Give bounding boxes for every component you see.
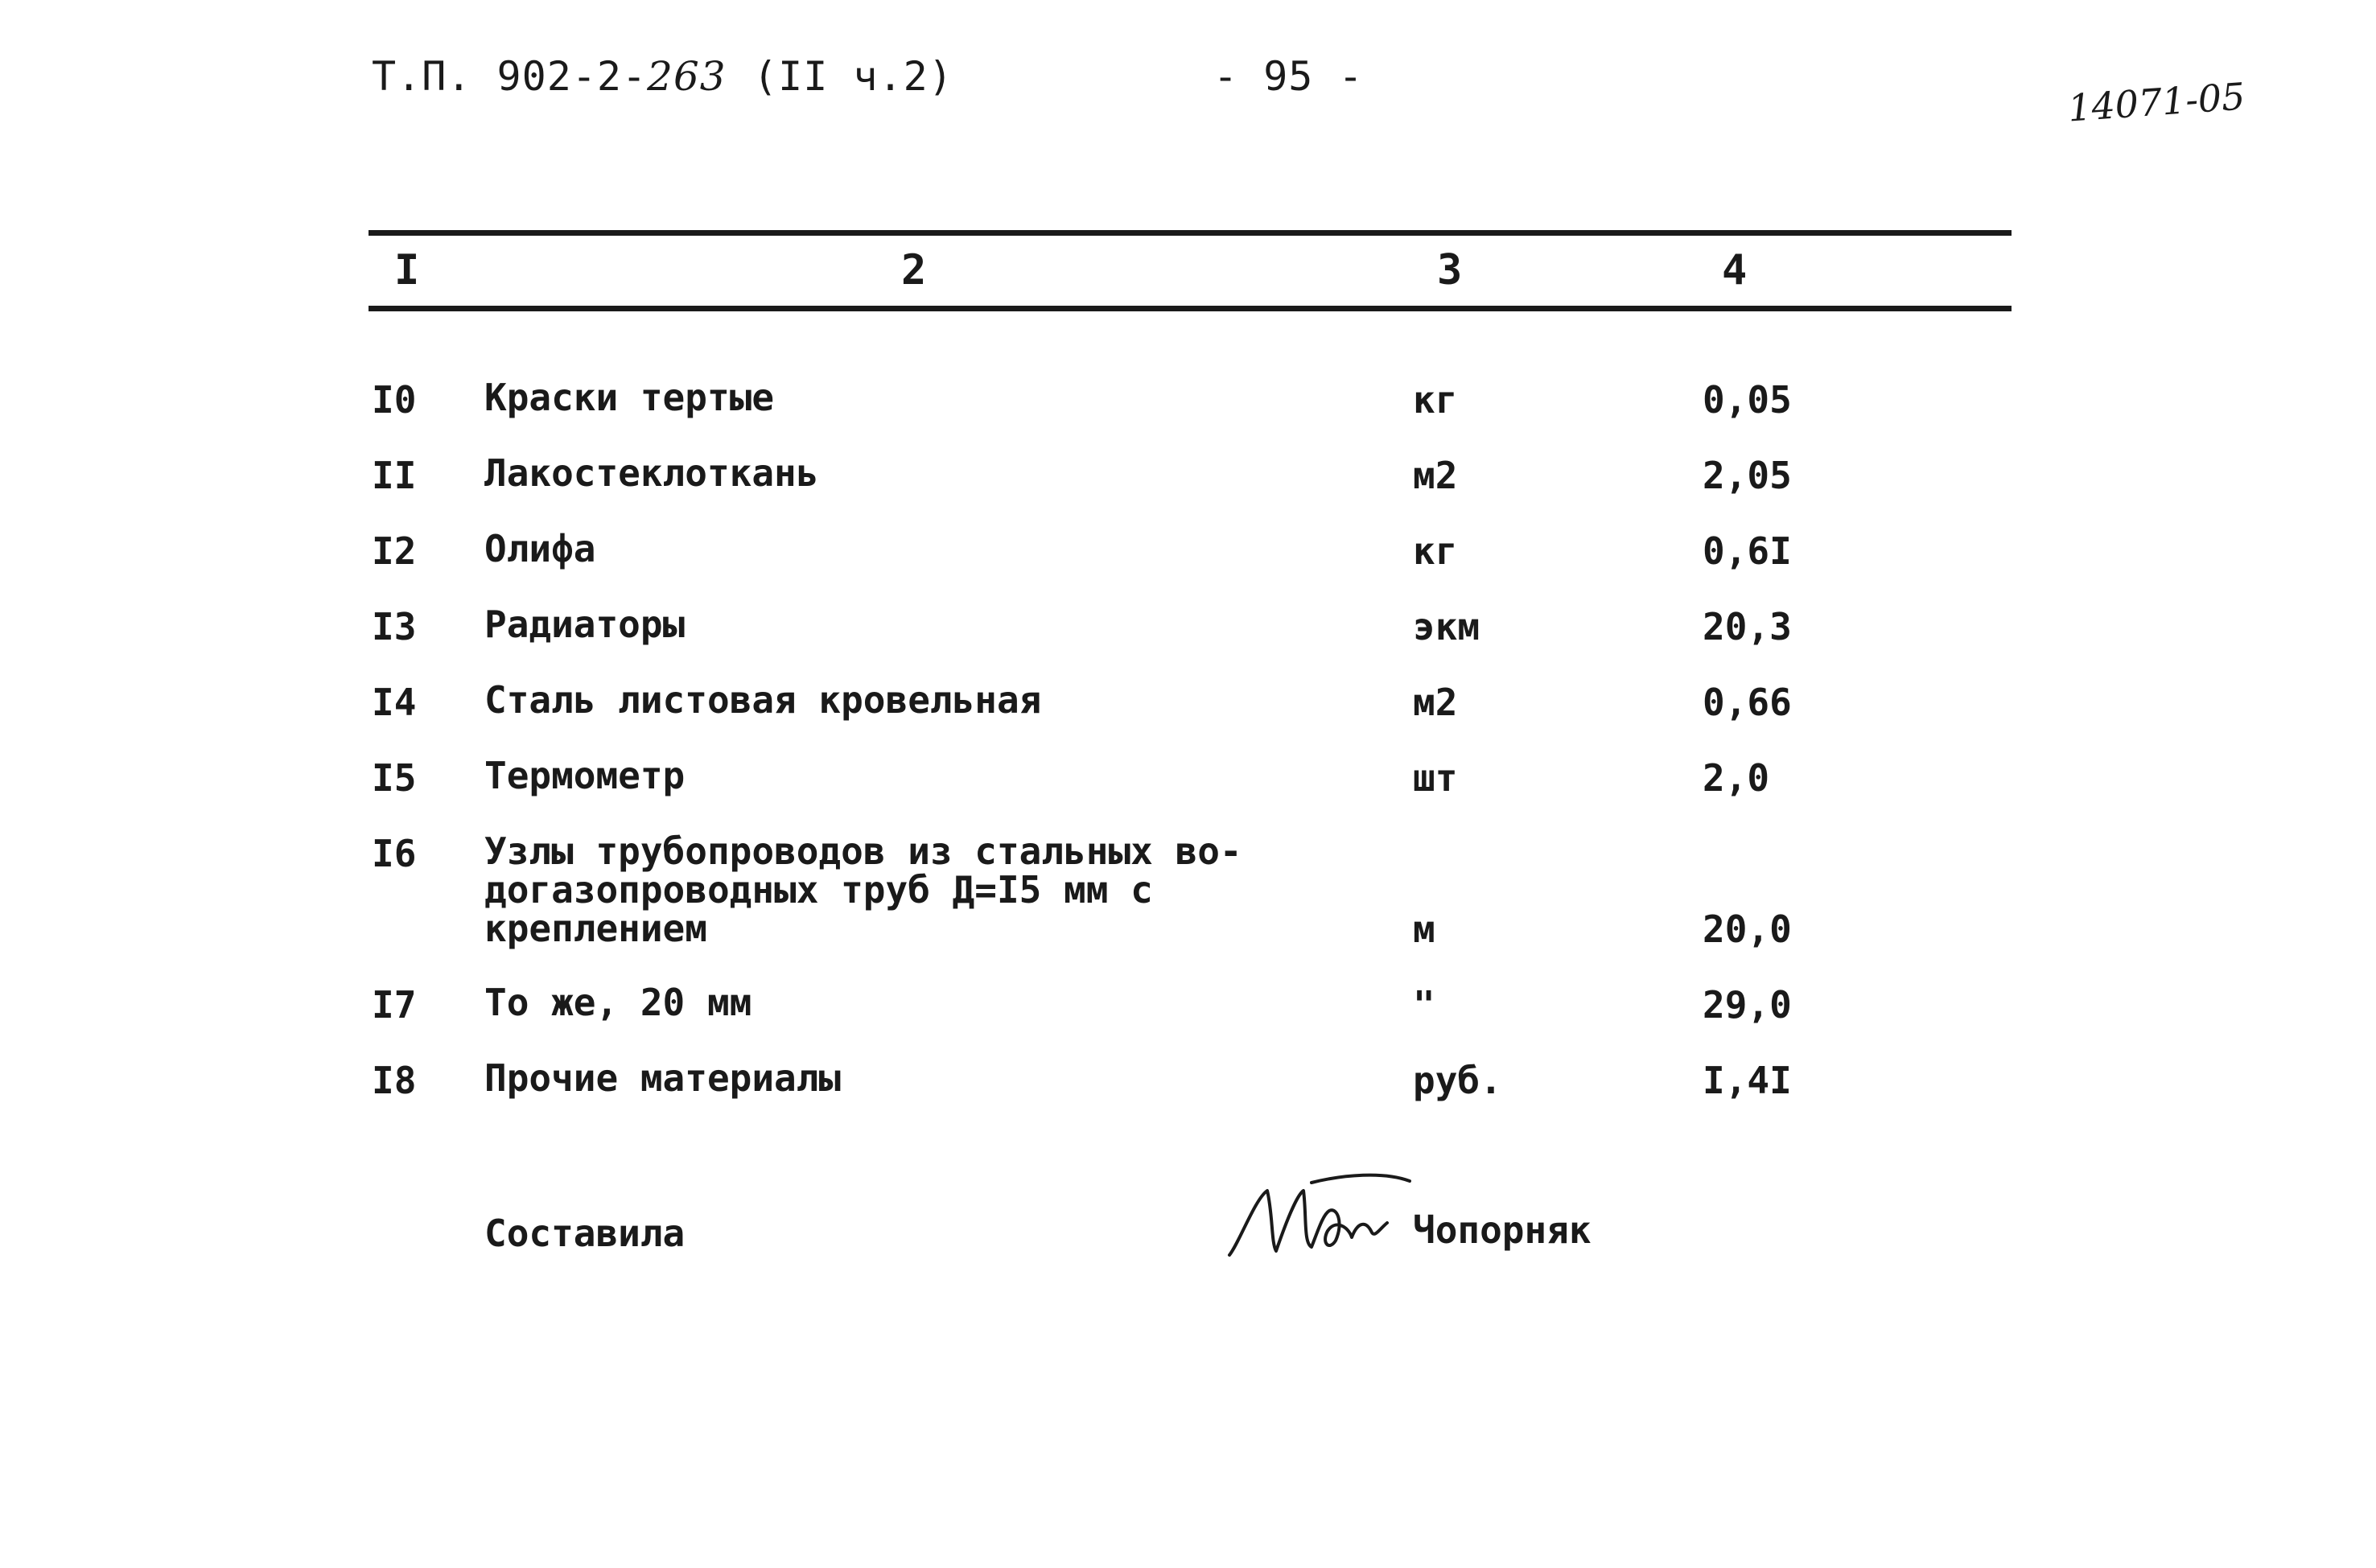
row-number: I5 <box>372 756 417 800</box>
signature <box>1223 1167 1416 1271</box>
unit: кг <box>1413 378 1458 422</box>
material-name: Олифа <box>484 527 596 570</box>
material-name-line-1: Узлы трубопроводов из стальных во- <box>484 829 1242 873</box>
column-header-4: 4 <box>1722 246 1748 294</box>
table-header-rule <box>369 306 2012 311</box>
row-number: I3 <box>372 605 417 648</box>
unit: кг <box>1413 529 1458 573</box>
quantity: 0,6I <box>1703 529 1792 573</box>
row-number: I4 <box>372 681 417 724</box>
quantity: 0,05 <box>1703 378 1792 422</box>
quantity: I,4I <box>1703 1059 1792 1102</box>
table-row <box>0 451 2376 526</box>
archive-number: 14071-05 <box>2066 74 2247 130</box>
material-name-line-2: догазопроводных труб Д=I5 мм с <box>484 868 1153 912</box>
unit: м2 <box>1413 681 1458 724</box>
row-number: II <box>372 454 417 497</box>
row-number: I8 <box>372 1059 417 1102</box>
material-name: Лакостеклоткань <box>484 451 819 495</box>
table-row <box>0 678 2376 753</box>
material-name: Сталь листовая кровельная <box>484 678 1042 722</box>
column-header-3: 3 <box>1437 246 1463 294</box>
doc-code <box>372 53 727 100</box>
quantity: 2,0 <box>1703 756 1770 800</box>
material-name: Прочие материалы <box>484 1056 842 1100</box>
quantity: 0,66 <box>1703 681 1792 724</box>
table-row <box>0 605 2376 677</box>
row-number: I0 <box>372 378 417 422</box>
table-row <box>0 756 2376 829</box>
doc-code-prefix: Т.П. 902-2- <box>372 53 648 100</box>
unit: шт <box>1413 756 1458 800</box>
column-header-2: 2 <box>901 246 927 294</box>
unit: экм <box>1413 605 1480 648</box>
quantity: 29,0 <box>1703 983 1792 1027</box>
table-row <box>0 1056 2376 1131</box>
table-top-rule <box>369 230 2012 236</box>
quantity: 20,0 <box>1703 907 1792 951</box>
row-number: I6 <box>372 832 417 875</box>
quantity: 20,3 <box>1703 605 1792 648</box>
table-row <box>0 529 2376 602</box>
compiler-name: Чопорняк <box>1413 1208 1592 1252</box>
quantity: 2,05 <box>1703 454 1792 497</box>
table-row <box>0 829 2376 961</box>
page-number: - 95 - <box>1213 53 1364 100</box>
unit: м <box>1413 907 1435 951</box>
table-row <box>0 378 2376 451</box>
unit: " <box>1413 983 1435 1027</box>
doc-part: (II ч.2) <box>753 53 953 100</box>
row-number: I7 <box>372 983 417 1027</box>
material-name: Радиаторы <box>484 603 686 646</box>
unit: руб. <box>1413 1059 1502 1102</box>
compiled-label: Составила <box>484 1212 686 1255</box>
unit: м2 <box>1413 454 1458 497</box>
material-name: Термометр <box>484 754 686 797</box>
material-name-line-3: креплением <box>484 907 707 950</box>
column-header-1: I <box>394 246 420 294</box>
material-name: То же, 20 мм <box>484 981 752 1024</box>
table-row <box>0 983 2376 1056</box>
doc-code-handwritten: 263 <box>647 53 727 100</box>
row-number: I2 <box>372 529 417 573</box>
material-name: Краски тертые <box>484 376 775 419</box>
